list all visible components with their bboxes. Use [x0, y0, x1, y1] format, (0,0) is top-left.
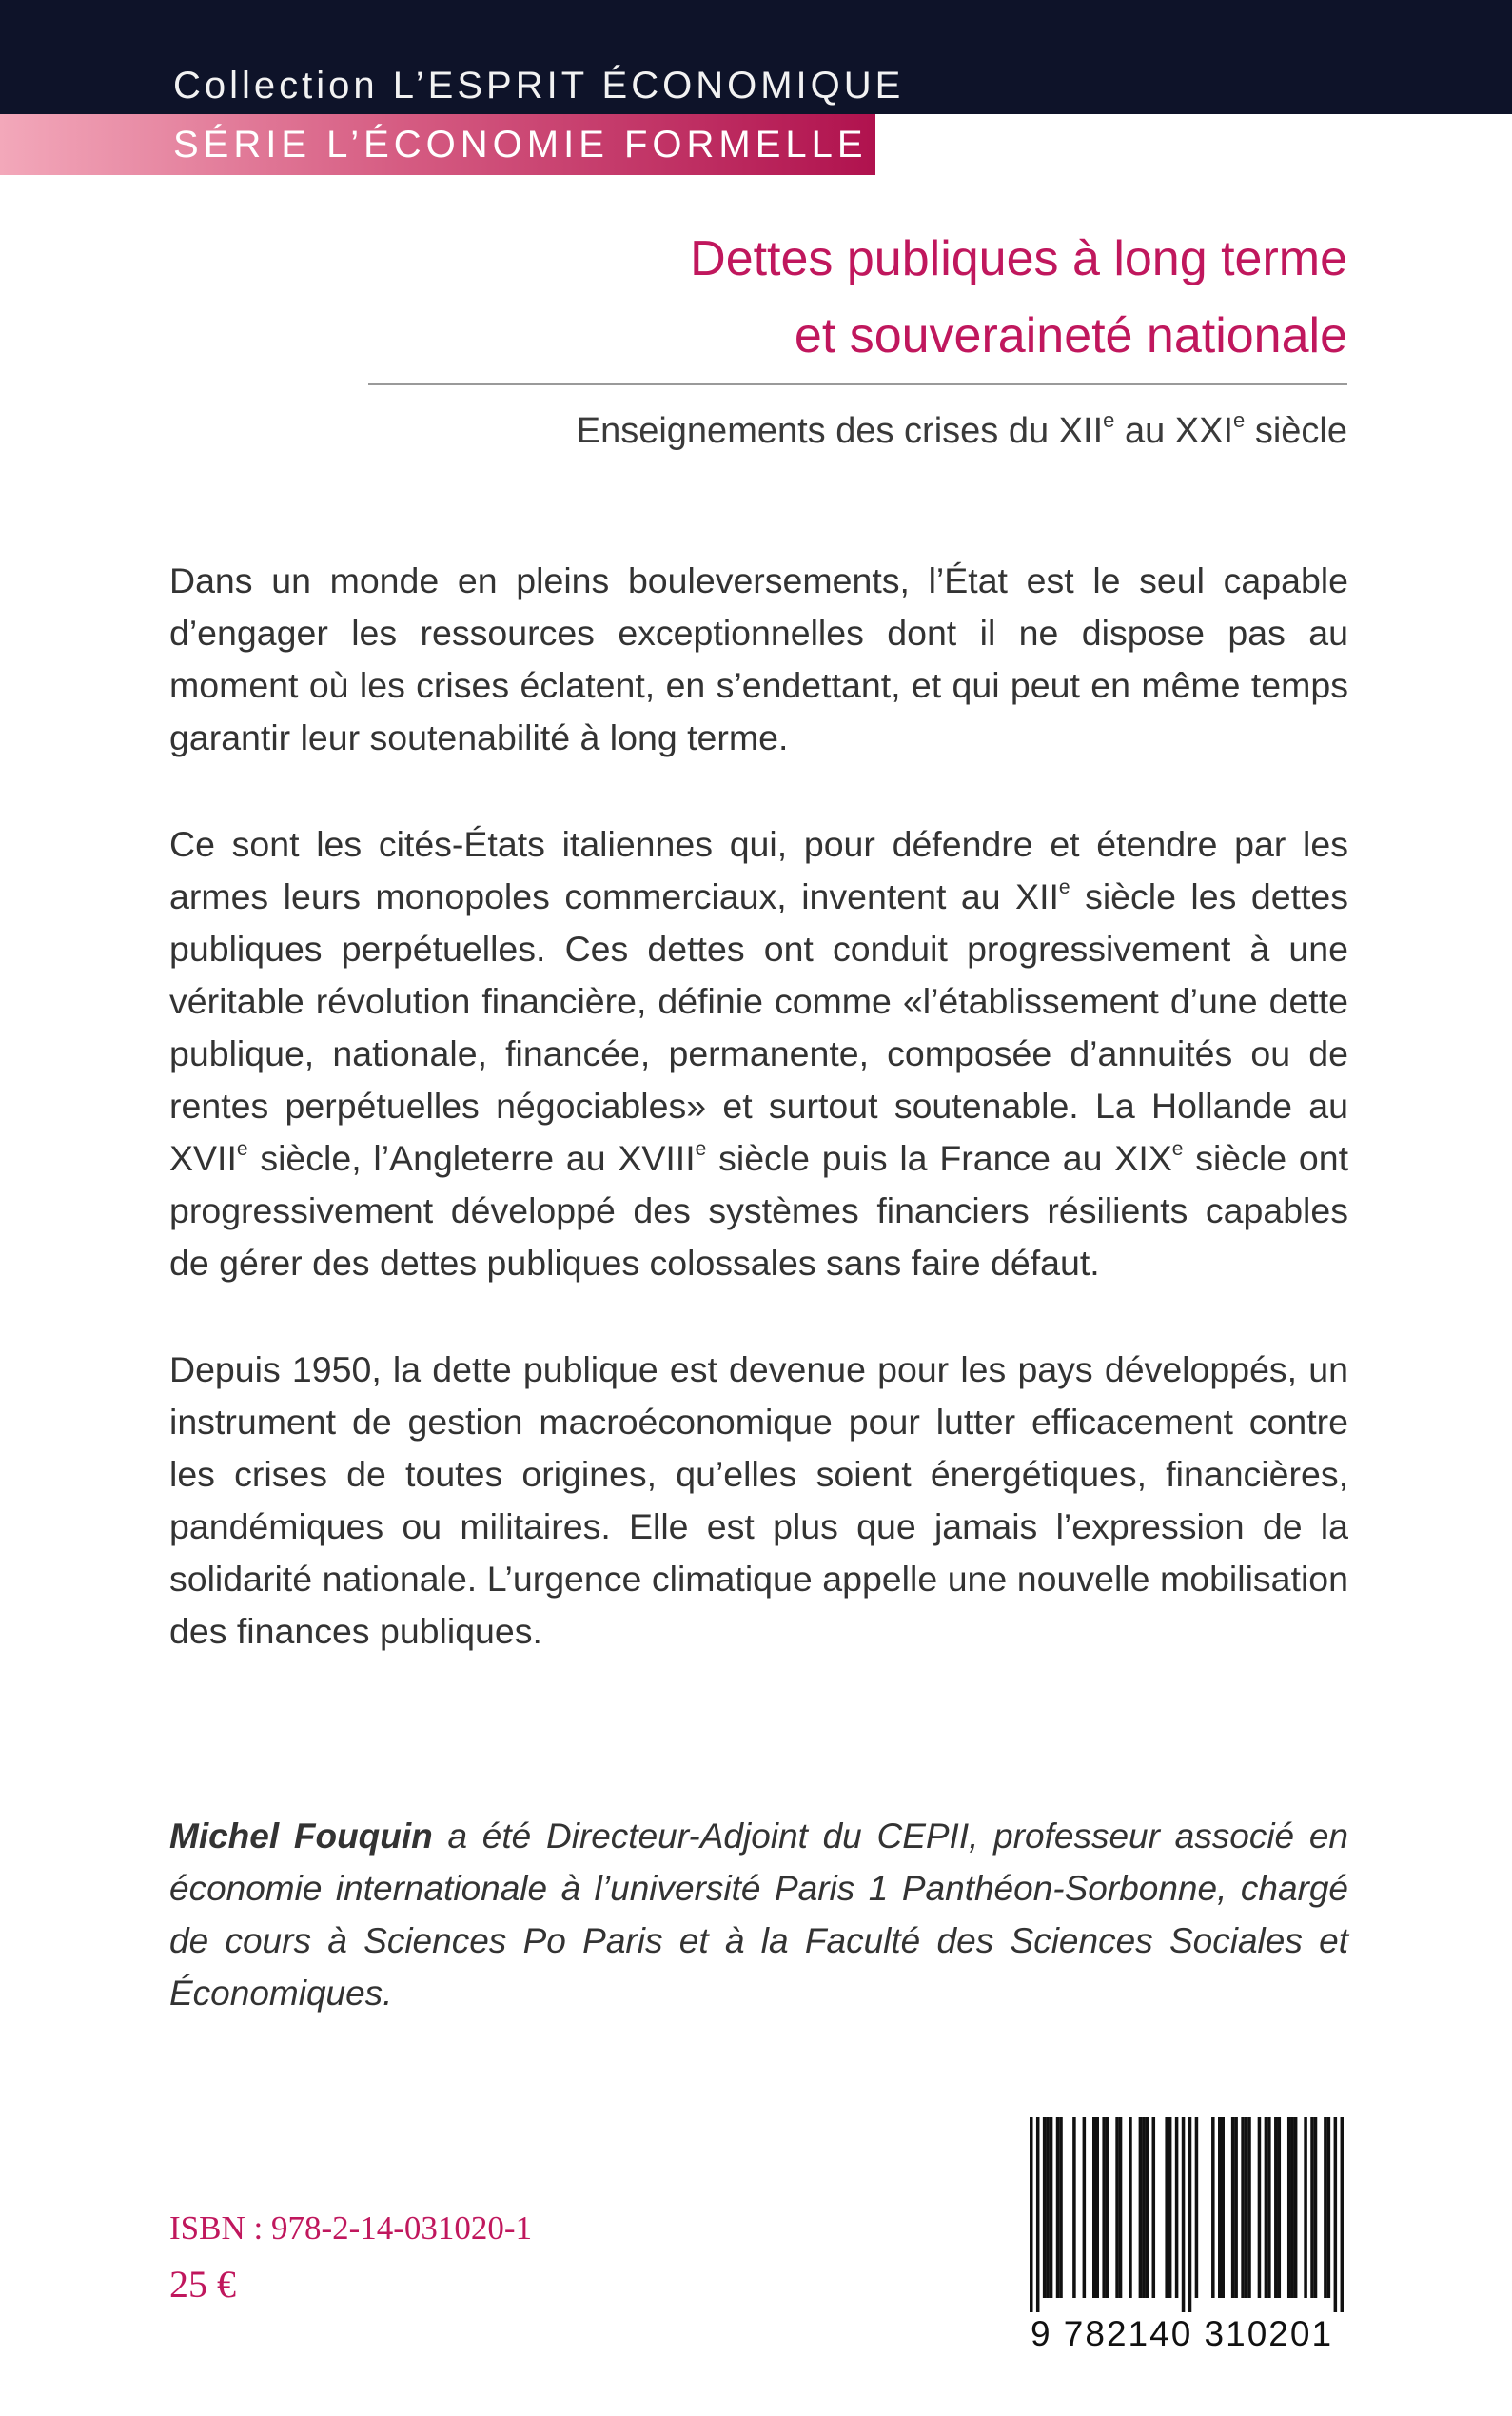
- barcode-bar: [1245, 2117, 1248, 2298]
- barcode-bar: [1314, 2117, 1318, 2298]
- series-band: [0, 114, 875, 175]
- barcode-bar: [1324, 2117, 1327, 2298]
- p2-sup-d: e: [1171, 1138, 1184, 1160]
- collection-name: Collection L’ESPRIT ÉCONOMIQUE: [173, 65, 905, 107]
- barcode-bar: [1195, 2117, 1199, 2298]
- barcode-bar: [1102, 2117, 1106, 2298]
- isbn: ISBN : 978-2-14-031020-1: [169, 2210, 533, 2247]
- barcode-bar: [1188, 2117, 1192, 2312]
- barcode-bar: [1152, 2117, 1156, 2298]
- title-divider: [368, 383, 1347, 385]
- barcode-bar: [1072, 2117, 1076, 2298]
- barcode-bar: [1059, 2117, 1063, 2298]
- subtitle-prefix: Enseignements des crises du XII: [576, 411, 1104, 451]
- subtitle-suffix: siècle: [1245, 411, 1347, 451]
- barcode-bar: [1294, 2117, 1298, 2298]
- barcode-bar: [1056, 2117, 1060, 2298]
- barcode-bar: [1095, 2117, 1099, 2298]
- title-line-2: et souveraineté nationale: [794, 308, 1347, 363]
- subtitle-middle: au XXI: [1114, 411, 1234, 451]
- p2-sup-b: e: [236, 1138, 248, 1160]
- barcode-bar: [1036, 2117, 1040, 2312]
- barcode-bar: [1165, 2117, 1168, 2298]
- book-title: [690, 221, 1347, 375]
- p2-part-c: siècle, l’Angleterre au XVIII: [247, 1138, 696, 1178]
- book-subtitle: [577, 403, 1347, 460]
- barcode-bar: [1139, 2117, 1143, 2298]
- barcode-bar: [1221, 2117, 1225, 2298]
- paragraph-1: Dans un monde en pleins bouleversements, l’État est le seul capable d’engager les ressources exceptionnelles dont il ne dispose pas au moment où les crises éclatent, en s’endettant, et qui peut en même temps garantir leur soutenabilité à long terme.: [169, 560, 1348, 757]
- blurb: [169, 555, 1348, 1712]
- paragraph-3: Depuis 1950, la dette publique est devenue pour les pays développés, un instrument de gestion macroéconomique pour lutter efficacement contre les crises de toutes origines, qu’elles soient énergétiques, financières, pandémiques ou militaires. Elle est plus que jamais l’expression de la solidarité nationale. L’urgence climatique appelle une nouvelle mobilisation des finances publiques.: [169, 1349, 1348, 1651]
- barcode-bar: [1211, 2117, 1215, 2298]
- barcode-bar: [1341, 2117, 1344, 2312]
- barcode-image: [1030, 2117, 1344, 2312]
- barcode-bar: [1274, 2117, 1278, 2298]
- p2-part-d: siècle puis la France au XIX: [706, 1138, 1172, 1178]
- barcode-bar: [1092, 2117, 1096, 2298]
- barcode-bar: [1304, 2117, 1307, 2298]
- author-bio: [169, 1810, 1348, 2019]
- barcode-bar: [1267, 2117, 1271, 2298]
- author-name: Michel Fouquin: [169, 1817, 433, 1856]
- p2-part-b: siècle les dettes publiques perpétuelles. Ces dettes ont conduit progressivement à une véritable révolution financière, définie comme «l’établissement d’une dette publique, nationale, financée, permanente, composée d’annuités ou de rentes perpétuelles négociables» et surtout soutenable. La Hollande au XVII: [169, 876, 1348, 1178]
- barcode-bar: [1129, 2117, 1132, 2298]
- barcode-bar: [1168, 2117, 1172, 2298]
- p2-part-a: Ce sont les cités-États italiennes qui, pour défendre et étendre par les armes leurs monopoles commerciaux, inventent au XII: [169, 824, 1348, 916]
- paragraph-2: [169, 818, 1348, 1289]
- price: 25 €: [169, 2263, 236, 2306]
- barcode-bar: [1030, 2117, 1033, 2312]
- barcode-bar: [1146, 2117, 1149, 2298]
- barcode-bar: [1334, 2117, 1338, 2312]
- barcode-digits: 9 782140 310201: [1030, 2314, 1334, 2353]
- barcode-bar: [1310, 2117, 1314, 2298]
- p2-sup-a: e: [1058, 876, 1070, 898]
- barcode-bar: [1050, 2117, 1053, 2298]
- p2-part-e: siècle ont progressivement développé des systèmes financiers résilients capables de gérer des dettes publiques colossales sans faire défaut.: [169, 1138, 1349, 1283]
- barcode-bar: [1241, 2117, 1245, 2298]
- barcode-bar: [1258, 2117, 1262, 2298]
- barcode-bar: [1083, 2117, 1087, 2298]
- barcode-bar: [1106, 2117, 1109, 2298]
- barcode-bar: [1218, 2117, 1222, 2298]
- barcode-bar: [1142, 2117, 1146, 2298]
- barcode-bar: [1327, 2117, 1331, 2298]
- p2-sup-c: e: [695, 1138, 707, 1160]
- barcode-bar: [1234, 2117, 1238, 2298]
- barcode-bar: [1265, 2117, 1268, 2298]
- barcode-bar: [1043, 2117, 1047, 2298]
- barcode-bar: [1278, 2117, 1282, 2298]
- barcode-bar: [1046, 2117, 1050, 2298]
- barcode-bar: [1115, 2117, 1119, 2298]
- barcode-bar: [1247, 2117, 1251, 2298]
- subtitle-sup-2: e: [1233, 408, 1246, 432]
- barcode-bar: [1175, 2117, 1179, 2298]
- series-name: SÉRIE L’ÉCONOMIE FORMELLE: [173, 124, 868, 166]
- title-line-1: Dettes publiques à long terme: [690, 231, 1347, 286]
- barcode-bar: [1182, 2117, 1186, 2312]
- barcode-bar: [1287, 2117, 1291, 2298]
- collection-bar: [0, 0, 1512, 114]
- author-bio-text: a été Directeur-Adjoint du CEPII, professeur associé en économie internationale à l’université Paris 1 Panthéon-Sorbonne, chargé de cours à Sciences Po Paris et à la Faculté des Sciences Sociales et Économiques.: [169, 1817, 1348, 2013]
- barcode-bar: [1290, 2117, 1294, 2298]
- barcode-bar: [1119, 2117, 1123, 2298]
- barcode-bar: [1231, 2117, 1235, 2298]
- subtitle-sup-1: e: [1103, 408, 1115, 432]
